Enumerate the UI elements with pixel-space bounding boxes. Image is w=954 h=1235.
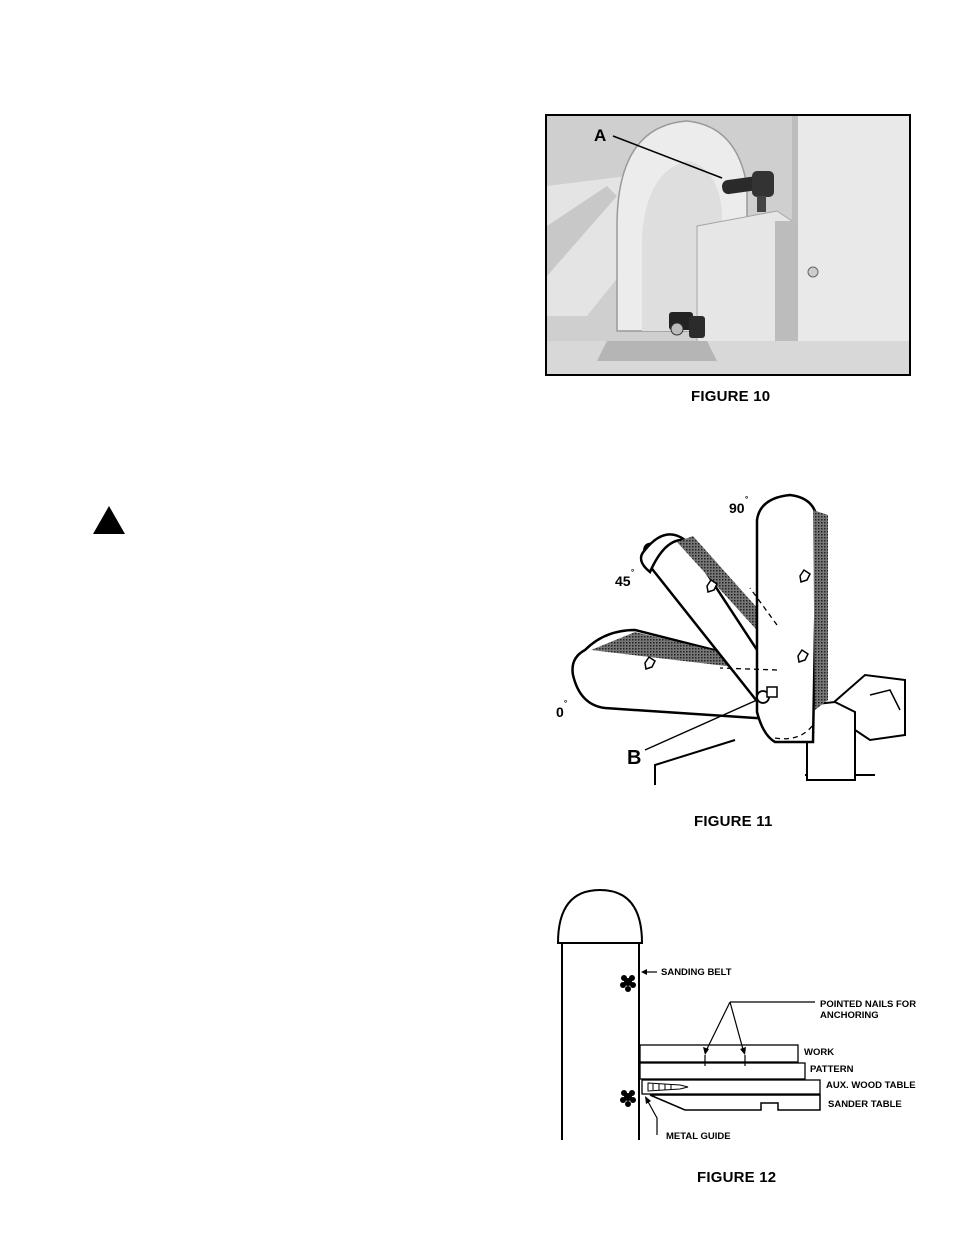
angle-90-label: 90 bbox=[729, 500, 745, 516]
angle-45-label: 45 bbox=[615, 573, 631, 589]
figure-10-photo bbox=[545, 114, 911, 376]
figure-11-caption: FIGURE 11 bbox=[694, 813, 773, 830]
angle-0-label: 0 bbox=[556, 704, 564, 720]
figure-10-label-a: A bbox=[594, 126, 607, 145]
label-work: WORK bbox=[804, 1047, 835, 1058]
figure-12-caption: FIGURE 12 bbox=[697, 1169, 777, 1186]
label-aux-wood-table: AUX. WOOD TABLE bbox=[826, 1080, 916, 1091]
belt-knob-lower bbox=[620, 1090, 636, 1107]
belt-knob-upper bbox=[620, 975, 636, 992]
pivot-label-b: B bbox=[627, 747, 642, 769]
sander-photo-illustration bbox=[547, 116, 909, 374]
label-sanding-belt: SANDING BELT bbox=[661, 967, 732, 978]
warning-triangle-icon bbox=[92, 505, 126, 535]
label-metal-guide: METAL GUIDE bbox=[666, 1131, 731, 1142]
figure-10-caption: FIGURE 10 bbox=[691, 388, 771, 405]
figure-11-diagram bbox=[545, 480, 915, 790]
label-pointed-nails: POINTED NAILS FOR ANCHORING bbox=[820, 999, 917, 1021]
label-pattern: PATTERN bbox=[810, 1064, 854, 1075]
label-sander-table: SANDER TABLE bbox=[828, 1099, 902, 1110]
